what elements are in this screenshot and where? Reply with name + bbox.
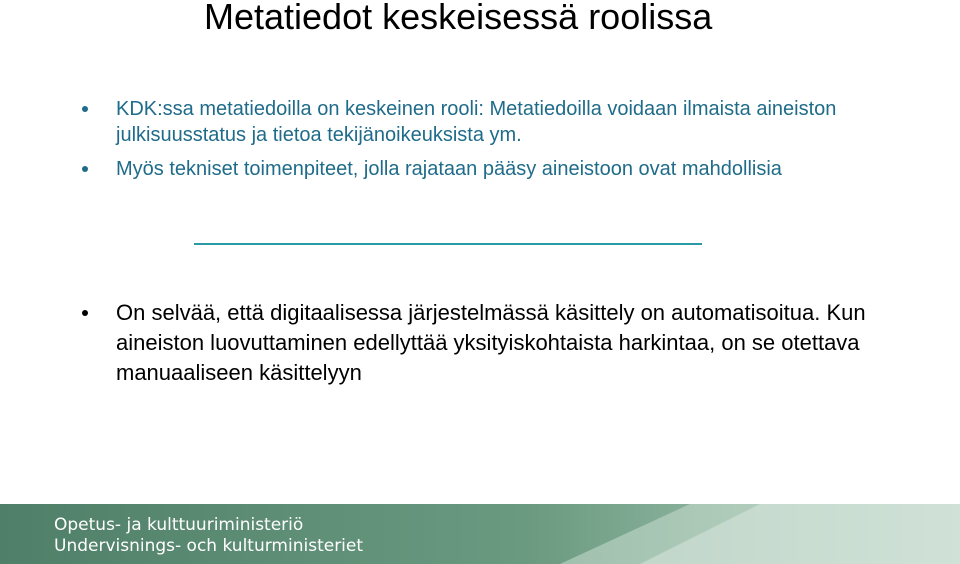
ministry-logo-text <box>54 515 363 557</box>
ministry-name-finnish: Opetus- ja kulttuuriministeriö <box>54 515 304 535</box>
ministry-name-swedish: Undervisnings- och kulturministeriet <box>54 536 364 556</box>
bullet-text: On selvää, että digitaalisessa järjestelmässä käsittely on automatisoitua. Kun aineiston luovuttaminen edellyttää yksityiskohtaista harkintaa, on se otettava manuaaliseen käsittelyyn <box>116 300 866 385</box>
slide-title: Metatiedot keskeisessä roolissa <box>204 0 713 37</box>
bullet-icon <box>82 310 88 316</box>
bullet-list-primary <box>82 96 942 190</box>
bullet-list-secondary <box>82 298 942 388</box>
bullet-item <box>82 298 942 388</box>
bullet-item <box>82 156 942 182</box>
bullet-icon <box>82 166 88 172</box>
bullet-item <box>82 96 942 148</box>
bullet-text: KDK:ssa metatiedoilla on keskeinen rooli: Metatiedoilla voidaan ilmaista aineiston julkisuusstatus ja tietoa tekijänoikeuksista ym. <box>116 98 837 146</box>
section-divider <box>194 243 702 245</box>
footer-banner <box>0 504 960 564</box>
bullet-text: Myös tekniset toimenpiteet, jolla rajataan pääsy aineistoon ovat mahdollisia <box>116 158 782 180</box>
bullet-icon <box>82 106 88 112</box>
